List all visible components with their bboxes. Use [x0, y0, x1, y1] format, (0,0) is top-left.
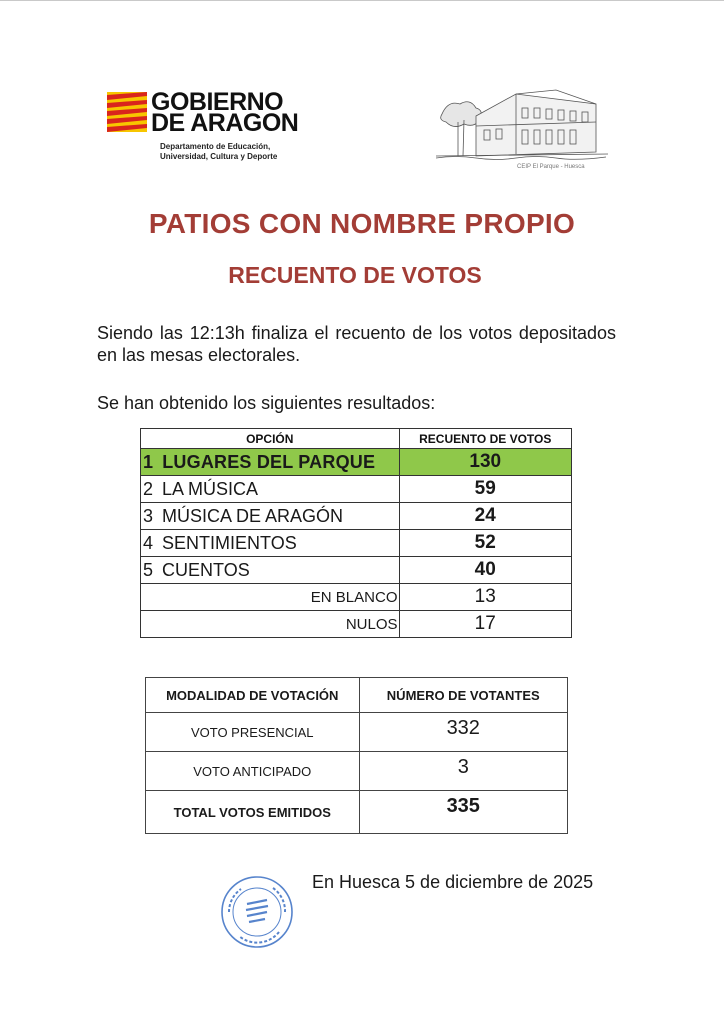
option-number: 5 [143, 559, 154, 580]
blank-votes: 13 [399, 584, 572, 611]
official-stamp-icon [219, 874, 295, 950]
mode-count: 3 [359, 752, 568, 791]
option-name: MÚSICA DE ARAGÓN [162, 505, 344, 526]
voters-header-row [146, 678, 568, 713]
option-cell [141, 503, 400, 530]
option-votes: 24 [399, 503, 572, 530]
option-number: 1 [143, 451, 154, 472]
table-row-winner [141, 449, 572, 476]
table-row [141, 557, 572, 584]
mode-label: VOTO ANTICIPADO [146, 752, 360, 791]
table-row [141, 476, 572, 503]
header-option: OPCIÓN [141, 429, 400, 449]
option-votes: 40 [399, 557, 572, 584]
table-row-total [146, 791, 568, 834]
option-number: 3 [143, 505, 154, 526]
date-location: En Huesca 5 de diciembre de 2025 [312, 872, 594, 892]
option-name: LA MÚSICA [162, 478, 259, 499]
results-intro: Se han obtenido los siguientes resultados: [97, 393, 436, 413]
option-name: SENTIMIENTOS [162, 532, 297, 553]
results-table [140, 428, 572, 638]
option-votes: 130 [399, 449, 572, 476]
table-row [141, 503, 572, 530]
school-building-sketch-icon [436, 86, 608, 162]
option-number: 4 [143, 532, 154, 553]
gov-name-line1: GOBIERNO [151, 88, 284, 116]
mode-label: VOTO PRESENCIAL [146, 713, 360, 752]
null-votes: 17 [399, 611, 572, 638]
null-label: NULOS [141, 611, 400, 638]
intro-paragraph: Siendo las 12:13h finaliza el recuento de los votos depositados en las mesas electorales. [97, 323, 616, 365]
table-row [146, 713, 568, 752]
page-subtitle: RECUENTO DE VOTOS [228, 262, 482, 288]
table-row [146, 752, 568, 791]
table-row-blank [141, 584, 572, 611]
option-votes: 52 [399, 530, 572, 557]
aragon-flag-icon [107, 92, 147, 132]
option-name: CUENTOS [162, 559, 250, 580]
header-mode: MODALIDAD DE VOTACIÓN [146, 678, 360, 713]
top-border-line [0, 0, 724, 1]
gov-name-line2: DE ARAGON [151, 109, 299, 137]
page-title: PATIOS CON NOMBRE PROPIO [148, 208, 576, 239]
option-number: 2 [143, 478, 154, 499]
option-name: LUGARES DEL PARQUE [162, 451, 376, 472]
department-line1: Departamento de Educación, [160, 142, 271, 151]
department-line2: Universidad, Cultura y Deporte [160, 152, 278, 161]
table-row-null [141, 611, 572, 638]
option-votes: 59 [399, 476, 572, 503]
option-cell [141, 530, 400, 557]
header-votes: RECUENTO DE VOTOS [399, 429, 572, 449]
voters-table [145, 677, 568, 834]
option-cell [141, 557, 400, 584]
blank-label: EN BLANCO [141, 584, 400, 611]
school-caption: CEIP El Parque - Huesca [517, 164, 585, 170]
total-label: TOTAL VOTOS EMITIDOS [146, 791, 360, 834]
option-cell [141, 449, 400, 476]
header-count: NÚMERO DE VOTANTES [359, 678, 568, 713]
mode-count: 332 [359, 713, 568, 752]
total-count: 335 [359, 791, 568, 834]
option-cell [141, 476, 400, 503]
table-row [141, 530, 572, 557]
results-header-row [141, 429, 572, 449]
